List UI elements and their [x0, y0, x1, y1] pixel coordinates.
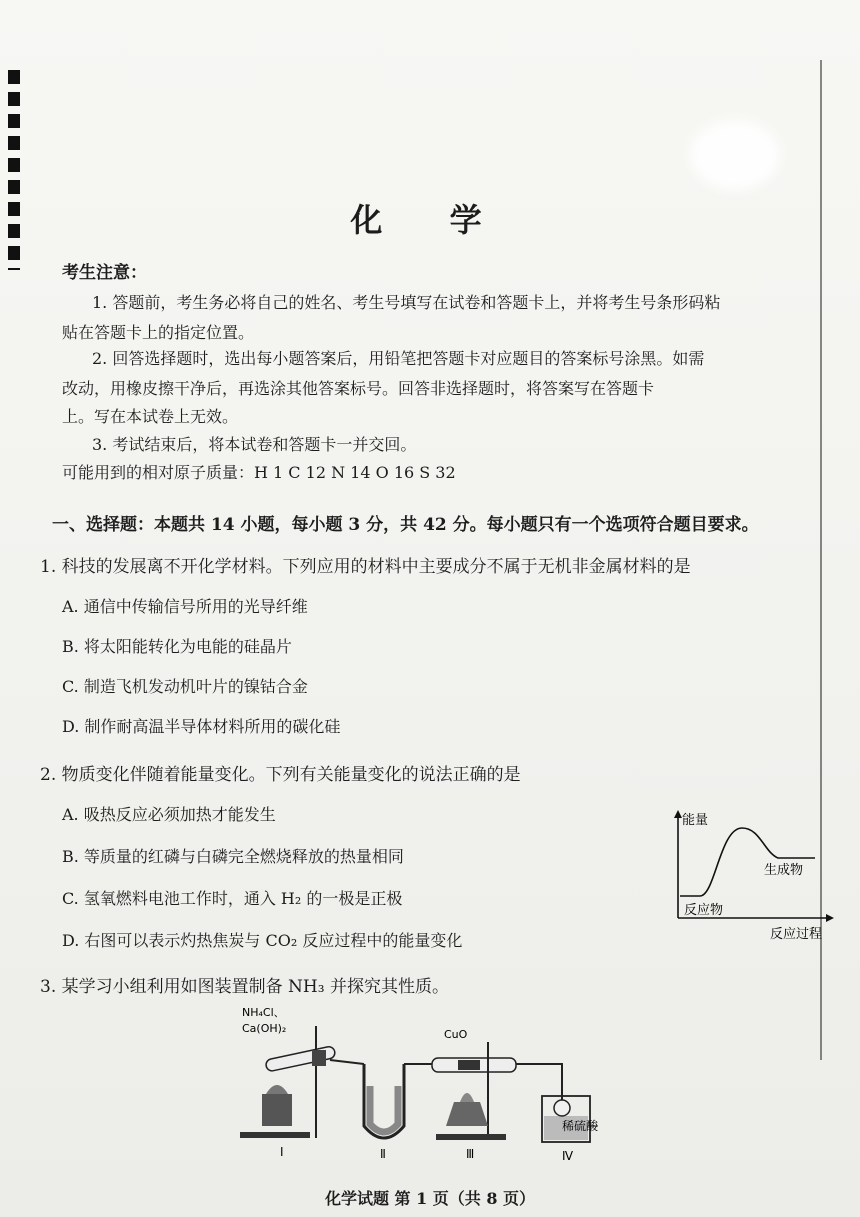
- cuo-label: CuO: [444, 1028, 468, 1041]
- energy-profile-diagram: [660, 808, 840, 944]
- apparatus-I: [240, 1026, 336, 1138]
- energy-product-label: 生成物: [764, 863, 804, 878]
- light-glare: [690, 120, 780, 190]
- notice-item-2-line-2: 改动，用橡皮擦干净后，再选涂其他答案标号。回答非选择题时，将答案写在答题卡: [62, 379, 655, 398]
- cuo-powder: [458, 1060, 480, 1070]
- page-footer: 化学试题 第 1 页（共 8 页）: [324, 1189, 536, 1208]
- inverted-funnel: [554, 1100, 570, 1116]
- apparatus-II: [364, 1064, 404, 1138]
- apparatus-III: [432, 1042, 516, 1140]
- reagent-label-1: NH₄Cl、: [242, 1006, 285, 1019]
- label-I: Ⅰ: [280, 1145, 284, 1159]
- acid-label: 稀硫酸: [562, 1119, 599, 1133]
- label-III: Ⅲ: [466, 1147, 475, 1161]
- label-II: Ⅱ: [380, 1147, 386, 1161]
- question-1-option-a: A. 通信中传输信号所用的光导纤维: [62, 597, 308, 616]
- question-2-option-a: A. 吸热反应必须加热才能发生: [62, 805, 276, 824]
- question-1-option-b: B. 将太阳能转化为电能的硅晶片: [62, 637, 292, 656]
- lamp-flame-3: [460, 1093, 474, 1102]
- question-2-option-d: D. 右图可以表示灼热焦炭与 CO₂ 反应过程中的能量变化: [62, 931, 463, 950]
- page-title: 化 学: [350, 201, 510, 239]
- notice-item-2-line-3: 上。写在本试卷上无效。: [62, 407, 239, 426]
- notice-item-3: 3. 考试结束后，将本试卷和答题卡一并交回。: [92, 435, 417, 454]
- notice-item-1-line-2: 贴在答题卡上的指定位置。: [62, 323, 255, 342]
- energy-curve: [680, 828, 815, 896]
- energy-x-arrow: [826, 914, 834, 922]
- lamp-base-3: [446, 1102, 488, 1126]
- question-2-option-c: C. 氢氧燃料电池工作时，通入 H₂ 的一极是正极: [62, 889, 403, 908]
- pipe-1: [330, 1060, 364, 1064]
- notice-heading: 考生注意：: [62, 263, 147, 283]
- lamp-flame-1: [266, 1085, 288, 1094]
- notice-item-1-line-1: 1. 答题前，考生务必将自己的姓名、考生号填写在试卷和答题卡上，并将考生号条形码粘: [92, 293, 721, 312]
- question-3-stem: 3. 某学习小组利用如图装置制备 NH₃ 并探究其性质。: [40, 977, 449, 997]
- question-1-option-d: D. 制作耐高温半导体材料所用的碳化硅: [62, 717, 341, 736]
- apparatus-diagram: [236, 1006, 626, 1164]
- energy-reactant-label: 反应物: [684, 903, 724, 918]
- u-tube-fill: [370, 1086, 398, 1132]
- atomic-masses: 可能用到的相对原子质量：H 1 C 12 N 14 O 16 S 32: [62, 463, 456, 482]
- reagent-label-2: Ca(OH)₂: [242, 1022, 287, 1035]
- energy-x-label: 反应过程: [770, 927, 823, 942]
- question-2-stem: 2. 物质变化伴随着能量变化。下列有关能量变化的说法正确的是: [40, 765, 521, 785]
- stand-base-1: [240, 1132, 310, 1138]
- energy-y-label: 能量: [682, 813, 709, 828]
- question-2-option-b: B. 等质量的红磷与白磷完全燃烧释放的热量相同: [62, 847, 404, 866]
- question-1-stem: 1. 科技的发展离不开化学材料。下列应用的材料中主要成分不属于无机非金属材料的是: [40, 557, 691, 577]
- section-heading: 一、选择题：本题共 14 小题，每小题 3 分，共 42 分。每小题只有一个选项符合题目要求。: [52, 515, 759, 535]
- question-1-option-c: C. 制造飞机发动机叶片的镍钴合金: [62, 677, 308, 696]
- stand-base-3: [436, 1134, 506, 1140]
- label-IV: Ⅳ: [562, 1149, 574, 1163]
- notice-item-2-line-1: 2. 回答选择题时，选出每小题答案后，用铅笔把答题卡对应题目的答案标号涂黑。如需: [92, 349, 705, 368]
- clamp-1: [312, 1050, 326, 1066]
- energy-y-arrow: [674, 810, 682, 818]
- lamp-base-1: [262, 1094, 292, 1126]
